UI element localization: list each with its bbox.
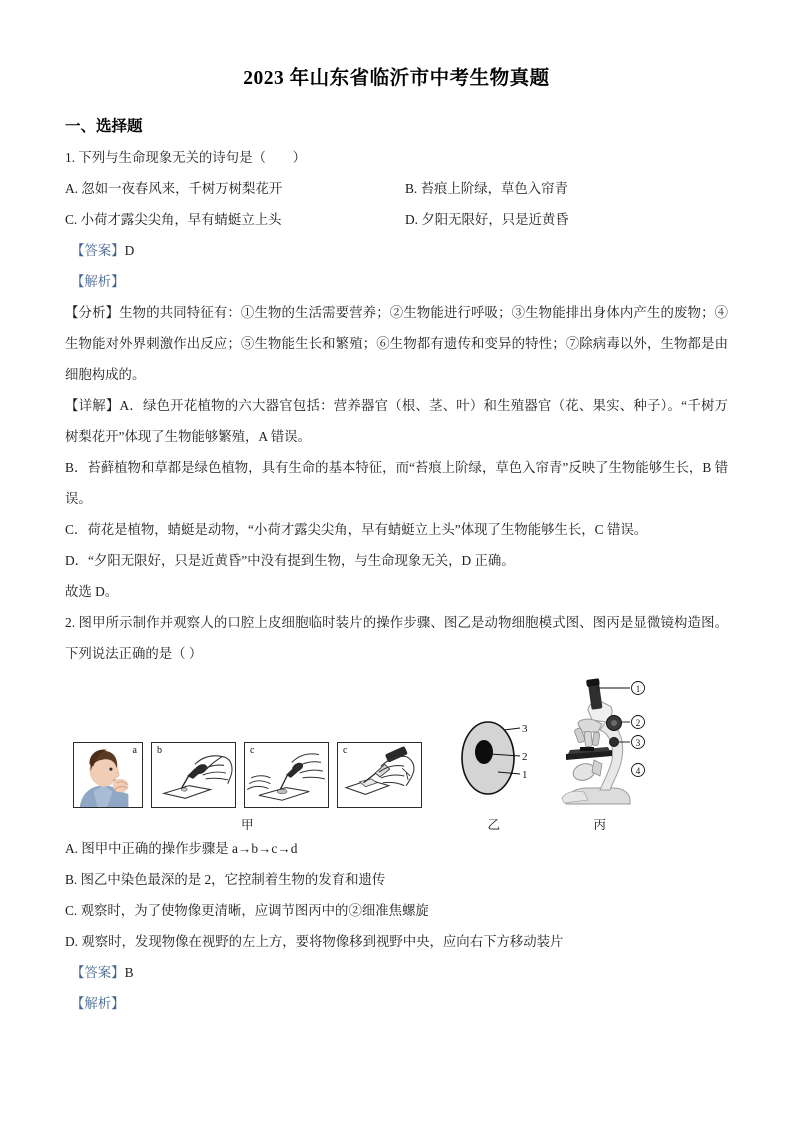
- question-2-option-d[interactable]: D. 观察时，发现物像在视野的左上方，要将物像移到视野中央，应向右下方移动装片: [65, 934, 564, 949]
- figure-group-jia: [73, 742, 422, 833]
- drop-saline-illustration: [152, 743, 235, 807]
- question-2-option-c[interactable]: C. 观察时，为了使物像更清晰，应调节图丙中的②细准焦螺旋: [65, 903, 429, 918]
- question-1-detail-c: C．荷花是植物，蜻蜓是动物，“小荷才露尖尖角，早有蜻蜓立上头”体现了生物能够生长，C 错误。: [65, 522, 648, 537]
- drop-saline-panel: [151, 742, 236, 808]
- rinse-mouth-panel: [73, 742, 143, 808]
- analysis-label: 【解析】: [71, 274, 125, 289]
- question-2-figure: [65, 683, 728, 833]
- answer-label: 【答案】: [71, 965, 125, 980]
- figure-caption-bing: 丙: [593, 818, 607, 832]
- svg-text:3: 3: [635, 738, 641, 748]
- svg-text:4: 4: [635, 766, 641, 776]
- panel-label-b: b: [157, 745, 162, 756]
- stain-panel: [337, 742, 422, 808]
- question-1-option-a[interactable]: A. 忽如一夜春风来，千树万树梨花开: [65, 181, 283, 196]
- microscope-diagram: [544, 676, 656, 808]
- jia-panels: [73, 742, 422, 808]
- svg-text:2: 2: [635, 718, 641, 728]
- figure-group-yi: [456, 708, 532, 833]
- question-2-analysis-label: [65, 988, 728, 1019]
- scrape-cheek-panel: [244, 742, 329, 808]
- scrape-cheek-illustration: [245, 743, 328, 807]
- question-2-option-b[interactable]: B. 图乙中染色最深的是 2，它控制着生物的发育和遗传: [65, 872, 386, 887]
- answer-label: 【答案】: [71, 243, 125, 258]
- panel-label-d: c: [343, 745, 348, 756]
- question-1-option-b[interactable]: B. 苔痕上阶绿，草色入帘青: [405, 181, 568, 196]
- animal-cell-diagram: [456, 708, 532, 808]
- svg-text:2: 2: [522, 751, 528, 763]
- answer-value: B: [124, 965, 134, 980]
- question-1-options-row-1: [65, 173, 728, 204]
- animal-cell-illustration: [456, 708, 532, 808]
- question-1-stem: 1. 下列与生命现象无关的诗句是（ ）: [65, 150, 307, 165]
- question-2-answer: [65, 957, 728, 988]
- question-1-option-d[interactable]: D. 夕阳无限好，只是近黄昏: [405, 212, 569, 227]
- question-1-detail-d: D．“夕阳无限好，只是近黄昏”中没有提到生物，与生命现象无关，D 正确。: [65, 553, 515, 568]
- question-1-detail-a: 【详解】A．绿色开花植物的六大器官包括：营养器官（根、茎、叶）和生殖器官（花、果实、种子）。“千树万树梨花开”体现了生物能够繁殖，A 错误。: [65, 398, 728, 444]
- question-1-analysis-text: 【分析】生物的共同特征有：①生物的生活需要营养；②生物能进行呼吸；③生物能排出身体内产生的废物；④生物能对外界刺激作出反应；⑤生物能生长和繁殖；⑥生物都有遗传和变异的特性；⑦除病毒以外，生物都是由细胞构成的。: [65, 305, 728, 382]
- question-1-conclusion: 故选 D。: [65, 584, 119, 599]
- question-1-detail-b: B．苔藓植物和草都是绿色植物，具有生命的基本特征，而“苔痕上阶绿，草色入帘青”反映了生物能够生长，B 错误。: [65, 460, 729, 506]
- page-title: 2023 年山东省临沂市中考生物真题: [243, 68, 550, 89]
- question-1-analysis-label: [65, 266, 728, 297]
- svg-text:3: 3: [522, 723, 528, 735]
- analysis-label: 【解析】: [71, 996, 125, 1011]
- question-1-options-row-2: [65, 204, 728, 235]
- question-2-option-a[interactable]: A. 图甲中正确的操作步骤是 a→b→c→d: [65, 841, 298, 856]
- question-2-stem: 2. 图甲所示制作并观察人的口腔上皮细胞临时装片的操作步骤、图乙是动物细胞模式图、图丙是显微镜构造图。下列说法正确的是（ ）: [65, 615, 728, 661]
- figure-caption-jia: 甲: [240, 818, 254, 832]
- panel-label-a: a: [132, 745, 137, 756]
- stain-illustration: [338, 743, 421, 807]
- answer-value: D: [124, 243, 135, 258]
- question-1-answer: [65, 235, 728, 266]
- question-1-option-c[interactable]: C. 小荷才露尖尖角，早有蜻蜓立上头: [65, 212, 282, 227]
- svg-text:1: 1: [522, 769, 528, 781]
- figure-caption-yi: 乙: [487, 818, 501, 832]
- svg-text:1: 1: [635, 684, 641, 694]
- figure-group-bing: [544, 676, 656, 833]
- section-heading: 一、选择题: [65, 118, 143, 135]
- microscope-illustration: [544, 676, 656, 808]
- panel-label-c: c: [250, 745, 255, 756]
